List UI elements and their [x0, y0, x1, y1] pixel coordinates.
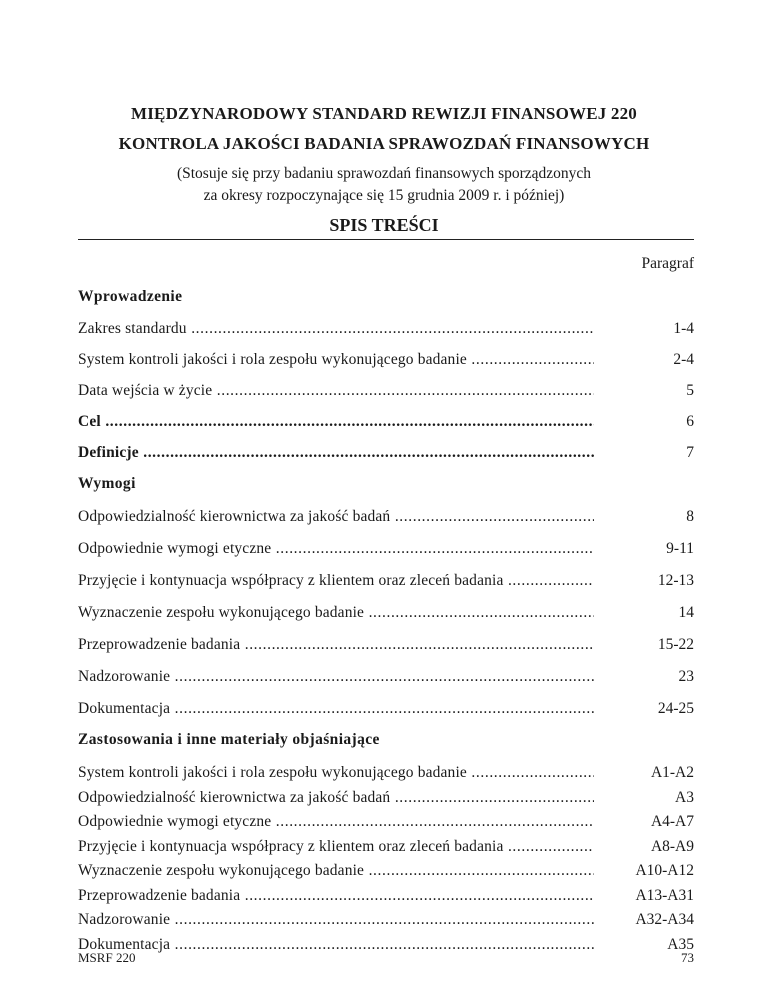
toc-entry-paragraph: 2-4	[673, 351, 694, 368]
toc-row[interactable]	[78, 540, 694, 562]
toc-row[interactable]	[78, 413, 694, 435]
toc-entry-label: Nadzorowanie .....	[78, 668, 594, 686]
toc-entry-label: Przeprowadzenie badania .....	[78, 636, 594, 654]
toc-entry-paragraph: A8-A9	[650, 837, 694, 855]
toc-entry-paragraph: 8	[686, 508, 694, 525]
footer-standard-code: MSRF 220	[78, 950, 136, 965]
document-title-line-2: KONTROLA JAKOŚCI BADANIA SPRAWOZDAŃ FINANSOWYCH	[118, 134, 650, 153]
toc-row[interactable]	[78, 508, 694, 530]
toc-entry-label: Wyznaczenie zespołu wykonującego badanie .....	[78, 862, 594, 880]
toc-entry-paragraph: 7	[686, 444, 694, 461]
toc-row[interactable]	[78, 838, 694, 860]
toc-row[interactable]	[78, 668, 694, 690]
toc-row[interactable]	[78, 444, 694, 466]
toc-entry-paragraph: A10-A12	[635, 862, 694, 879]
toc-row[interactable]	[78, 789, 694, 811]
section-heading-requirements: Wymogi	[78, 475, 136, 492]
toc-row[interactable]	[78, 936, 694, 958]
paragraph-column-label: Paragraf	[641, 255, 694, 272]
toc-entry-paragraph: 15-22	[657, 636, 694, 653]
toc-entry-label: Odpowiedzialność kierownictwa za jakość badań .....	[78, 508, 594, 526]
toc-entry-paragraph: 1-4	[673, 320, 694, 337]
toc-row[interactable]	[78, 764, 694, 786]
toc-entry-label: Data wejścia w życie .....	[78, 382, 594, 400]
toc-row[interactable]	[78, 572, 694, 594]
toc-entry-paragraph: A13-A31	[635, 886, 694, 904]
toc-entry-label: Dokumentacja .....	[78, 936, 594, 954]
toc-entry-paragraph: 14	[678, 604, 694, 621]
document-title-line-1: MIĘDZYNARODOWY STANDARD REWIZJI FINANSOWEJ 220	[130, 104, 638, 123]
subtitle-line-2: za okresy rozpoczynające się 15 grudnia 2009 r. i później)	[203, 187, 565, 204]
toc-row[interactable]	[78, 887, 694, 909]
toc-entry-label: Wyznaczenie zespołu wykonującego badanie .....	[78, 604, 594, 622]
toc-row[interactable]	[78, 320, 694, 342]
toc-entry-paragraph: 6	[686, 413, 694, 430]
toc-entry-paragraph: 23	[678, 668, 694, 685]
toc-entry-label: Odpowiednie wymogi etyczne .....	[78, 813, 594, 831]
toc-entry-paragraph: A32-A34	[635, 911, 694, 928]
toc-entry-label: Nadzorowanie .....	[78, 911, 594, 929]
toc-row[interactable]	[78, 700, 694, 722]
toc-entry-label: Odpowiednie wymogi etyczne .....	[78, 540, 594, 558]
toc-entry-label: System kontroli jakości i rola zespołu wykonującego badanie .....	[78, 764, 594, 782]
toc-entry-label: Zakres standardu .....	[78, 320, 594, 338]
toc-entry-paragraph: A1-A2	[650, 764, 694, 781]
toc-entry-paragraph: A4-A7	[650, 813, 694, 830]
toc-row[interactable]	[78, 813, 694, 835]
toc-row[interactable]	[78, 911, 694, 933]
toc-row[interactable]	[78, 382, 694, 404]
toc-entry-paragraph: A35	[667, 935, 694, 953]
toc-entry-paragraph: A3	[675, 788, 694, 806]
toc-entry-paragraph: 5	[686, 382, 694, 399]
toc-entry-label: Definicje .....	[78, 444, 594, 462]
toc-entry-label: Cel .....	[78, 413, 594, 431]
toc-entry-paragraph: 12-13	[657, 572, 694, 589]
toc-entry-paragraph: 9-11	[666, 540, 694, 557]
toc-entry-label: System kontroli jakości i rola zespołu wykonującego badanie .....	[78, 351, 594, 369]
subtitle-line-1: (Stosuje się przy badaniu sprawozdań finansowych sporządzonych	[176, 165, 592, 182]
toc-divider	[78, 239, 694, 240]
section-heading-introduction: Wprowadzenie	[78, 288, 183, 305]
toc-row[interactable]	[78, 862, 694, 884]
section-heading-application-material: Zastosowania i inne materiały objaśniające	[78, 731, 380, 748]
toc-row[interactable]	[78, 636, 694, 658]
toc-entry-label: Przeprowadzenie badania .....	[78, 887, 594, 905]
toc-entry-paragraph: 24-25	[657, 700, 694, 717]
toc-title: SPIS TREŚCI	[329, 215, 439, 235]
footer-page-number: 73	[681, 950, 694, 965]
toc-entry-label: Przyjęcie i kontynuacja współpracy z klientem oraz zleceń badania .....	[78, 838, 594, 856]
toc-entry-label: Dokumentacja .....	[78, 700, 594, 718]
toc-entry-label: Odpowiedzialność kierownictwa za jakość badań .....	[78, 789, 594, 807]
toc-row[interactable]	[78, 604, 694, 626]
toc-row[interactable]	[78, 351, 694, 373]
toc-entry-label: Przyjęcie i kontynuacja współpracy z klientem oraz zleceń badania .....	[78, 572, 594, 590]
